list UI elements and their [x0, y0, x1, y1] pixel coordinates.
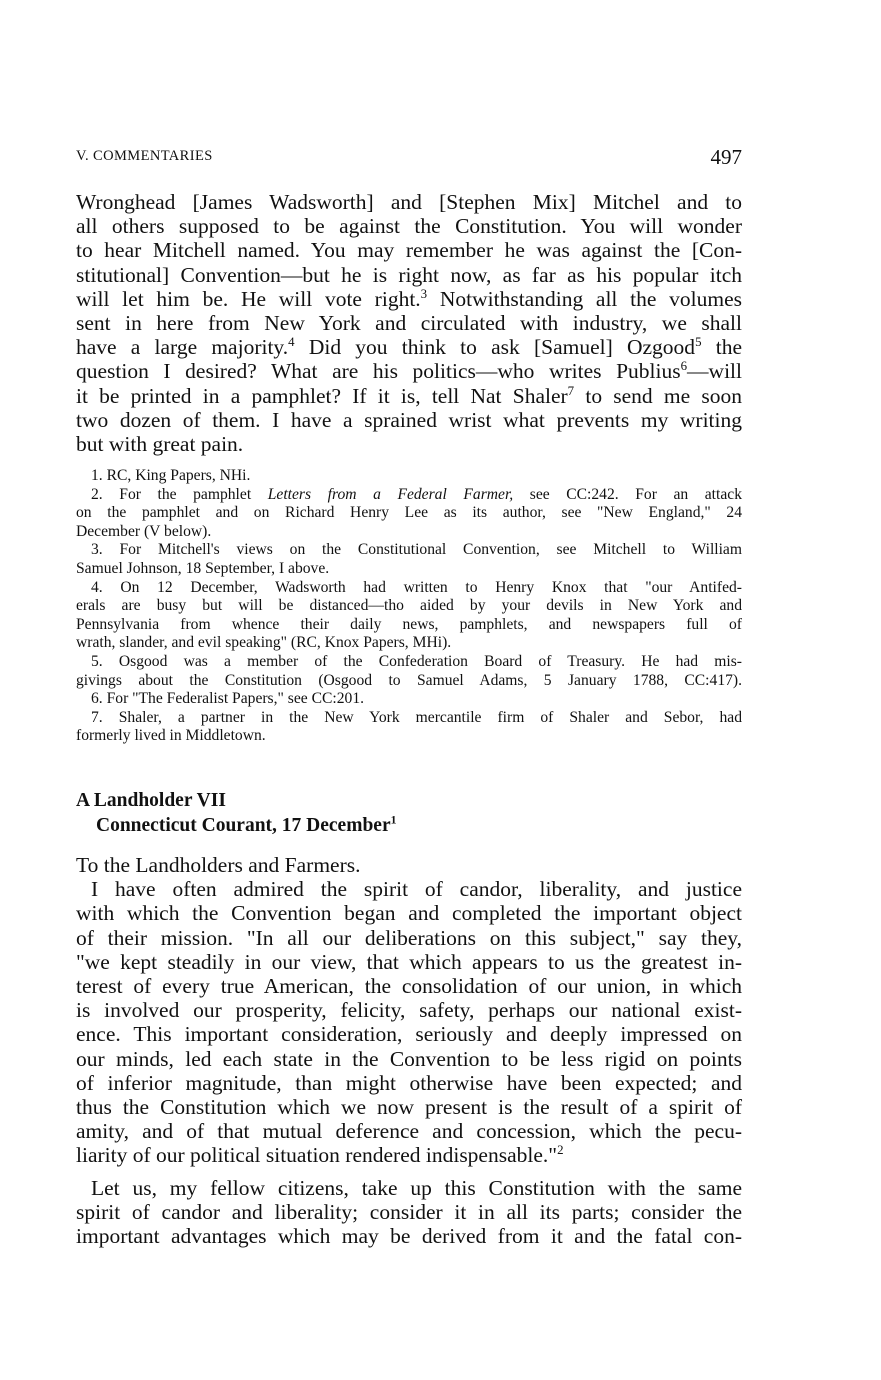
text-line: amity, and of that mutual deference and concession, which the pecu- — [76, 1119, 742, 1144]
text-line: of their mission. "In all our deliberations on this subject," say they, — [76, 925, 742, 950]
text-line: important advantages which may be derived from it and the fatal con- — [76, 1224, 742, 1249]
text-line: sent in here from New York and circulated with industry, we shall — [76, 311, 742, 336]
text-line: two dozen of them. I have a sprained wrist what prevents my writing — [76, 407, 742, 432]
text-line: ence. This important consideration, seriously and deeply impressed on — [76, 1022, 742, 1047]
footnote-4-cont: Pennsylvania from whence their daily news, pamphlets, and newspapers full of — [76, 615, 742, 633]
footnote-mark: 2 — [557, 1143, 564, 1158]
footnote-mark: 7 — [567, 383, 575, 398]
text-line: stitutional] Convention—but he is right now, as far as his popular itch — [76, 262, 742, 287]
footnote-4-cont: wrath, slander, and evil speaking" (RC, Knox Papers, MHi). — [76, 634, 452, 652]
text-line: question I desired? What are his politics—who writes Publius$^6$—will — [76, 359, 742, 384]
footnote-2-cont: December (V below). — [76, 522, 212, 540]
footnote-2: 2. For the pamphlet Letters from a Federal Farmer, see CC:242. For an attack — [91, 485, 742, 503]
salutation: To the Landholders and Farmers. — [76, 853, 361, 877]
footnote-6: 6. For "The Federalist Papers," see CC:201. — [91, 690, 365, 708]
letter-continuation — [76, 190, 742, 456]
pamphlet-title: Letters from a Federal Farmer, — [267, 485, 514, 503]
footnote-mark: 5 — [695, 335, 702, 350]
text-line: have a large majority.$^4$ Did you think to ask [Samuel] Ozgood$^5$ the — [76, 335, 743, 360]
footnote-mark: 1 — [390, 813, 397, 827]
footnote-mark: 6 — [680, 359, 688, 374]
text-line: spirit of candor and liberality; consider it in all its parts; consider the — [76, 1199, 742, 1224]
text-line: Wronghead [James Wadsworth] and [Stephen Mix] Mitchel and to — [76, 190, 742, 214]
footnote-mark: 3 — [420, 286, 428, 301]
footnotes — [76, 467, 742, 746]
footnote-5: 5. Osgood was a member of the Confederation Board of Treasury. He had mis- — [91, 652, 742, 670]
text-line: is involved our prosperity, felicity, safety, perhaps our national exist- — [76, 998, 742, 1023]
article-source: Connecticut Courant, 17 December$^1$ — [96, 813, 397, 836]
page-number: 497 — [710, 145, 742, 169]
footnote-2-cont: on the pamphlet and on Richard Henry Lee as its author, see "New England," 24 — [76, 504, 742, 522]
text-line: to hear Mitchell named. You may remember he was against the [Con- — [76, 238, 742, 263]
text-line: thus the Constitution which we now present is the result of a spirit of — [76, 1095, 742, 1120]
text-line: liarity of our political situation rendered indispensable."$^2$ — [76, 1143, 564, 1168]
footnote-1: 1. RC, King Papers, NHi. — [91, 467, 251, 484]
text-line: with which the Convention began and completed the important object — [76, 901, 742, 926]
running-head — [76, 145, 742, 175]
text-line: I have often admired the spirit of candor, liberality, and justice — [91, 877, 742, 902]
text-line: it be printed in a pamphlet? If it is, tell Nat Shaler$^7$ to send me soon — [76, 383, 742, 408]
text-line: but with great pain. — [76, 432, 244, 457]
footnote-3: 3. For Mitchell's views on the Constitutional Convention, see Mitchell to William — [91, 541, 742, 559]
text-line: of inferior magnitude, than might otherwise have been expected; and — [76, 1070, 742, 1095]
text-line: all others supposed to be against the Constitution. You will wonder — [76, 214, 742, 239]
footnote-7: 7. Shaler, a partner in the New York mercantile firm of Shaler and Sebor, had — [91, 708, 742, 726]
text-line: Let us, my fellow citizens, take up this Constitution with the same — [91, 1175, 742, 1200]
section-label: V. COMMENTARIES — [76, 148, 213, 164]
footnote-4-cont: erals are busy but will be distanced—tho aided by your devils in New York and — [76, 597, 742, 615]
footnote-4: 4. On 12 December, Wadsworth had written to Henry Knox that "our Antifed- — [91, 578, 742, 596]
article-body — [76, 853, 742, 1248]
article-title: A Landholder VII — [76, 790, 226, 811]
footnote-5-cont: givings about the Constitution (Osgood to Samuel Adams, 5 January 1788, CC:417). — [76, 671, 742, 689]
footnote-mark: 4 — [288, 335, 295, 350]
footnote-3-cont: Samuel Johnson, 18 September, I above. — [76, 559, 330, 577]
footnote-7-cont: formerly lived in Middletown. — [76, 727, 266, 745]
text-line: our minds, led each state in the Convention to be less rigid on points — [76, 1046, 742, 1071]
text-line: will let him be. He will vote right.$^3$ Notwithstanding all the volumes — [76, 286, 742, 311]
text-line: terest of every true American, the consolidation of our union, in which — [76, 974, 742, 999]
text-line: "we kept steadily in our view, that which appears to us the greatest in- — [76, 949, 742, 974]
